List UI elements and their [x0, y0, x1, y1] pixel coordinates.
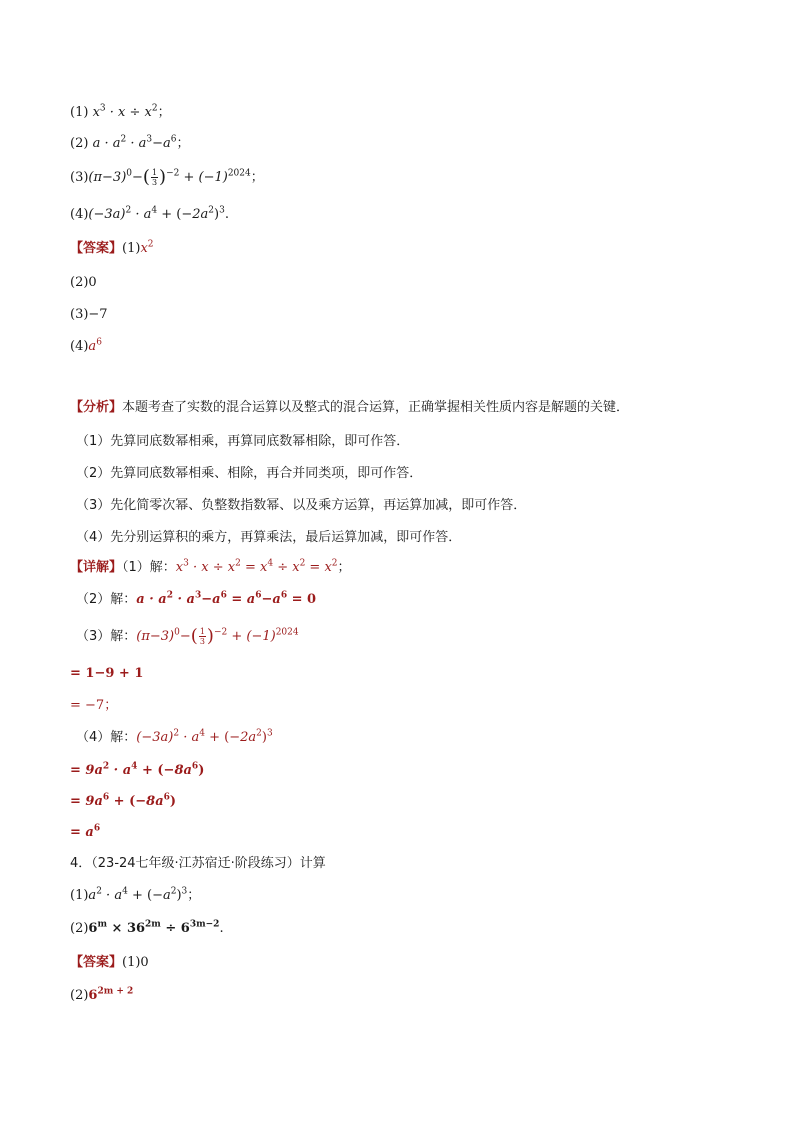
- detail-3-line-2: = 1−9 + 1: [70, 666, 144, 681]
- detail-1-prefix: （1）解：: [122, 560, 176, 575]
- problem-3-end: ；: [250, 170, 264, 185]
- problem-1-end: ；: [157, 105, 171, 120]
- problem-2-expression: $a \cdot a^2 \cdot a^3-a^6$: [92, 134, 177, 151]
- problem-1-label: (1): [70, 105, 89, 120]
- question-4-part-2: [70, 919, 224, 939]
- answer-2: (2)0: [70, 275, 97, 290]
- answer-4-label: (4): [70, 339, 89, 354]
- analysis-step-1: （1）先算同底数幂相乘，再算同底数幂相除，即可作答．: [76, 434, 410, 449]
- problem-4: [70, 205, 229, 225]
- answer-tag: 【答案】: [70, 241, 123, 256]
- detail-4-prefix: （4）解：: [76, 730, 137, 745]
- analysis-step-4: （4）先分别运算积的乘方，再算乘法，最后运算加减，即可作答．: [76, 530, 462, 545]
- q4-part-1-end: ；: [187, 888, 201, 903]
- q4-answer-1: (1)0: [122, 955, 149, 970]
- q4-part-2-expression: $6^m \times 36^{2m} \div 6^{3m-2}$: [88, 919, 220, 936]
- detail-tag: 【详解】: [70, 560, 123, 575]
- detail-step-2: [76, 590, 316, 610]
- detail-4-expression: $(-3a)^2 \cdot a^4 + (-2a^2)^3$: [136, 728, 273, 745]
- q4-part-2-label: (2): [70, 921, 89, 936]
- analysis-step-2: （2）先算同底数幂相乘、相除，再合并同类项，即可作答．: [76, 466, 423, 481]
- question-4-answer-2: [70, 986, 133, 1006]
- analysis-tag: 【分析】: [70, 400, 123, 415]
- detail-4-line-2: = $9a^2 \cdot a^4 + (-8a^6)$: [70, 761, 205, 778]
- problem-3-power: 2024: [227, 168, 251, 179]
- answer-1-expression: $x^2$: [140, 239, 154, 256]
- problem-4-expression: $(-3a)^2 \cdot a^4 + (-2a^2)^3$: [88, 205, 225, 222]
- q4-answer-2-label: (2): [70, 988, 89, 1003]
- detail-2-expression: $a \cdot a^2 \cdot a^3-a^6 = a^6-a^6 = 0$: [136, 590, 317, 607]
- answer-4-expression: $a^6$: [88, 337, 102, 354]
- detail-3-prefix: （3）解：: [76, 629, 137, 644]
- problem-3-expression: $(\pi-3)^0-$( $\frac{1}{3}$ )$^{-2} + (-1)^{2024}$: [88, 166, 251, 188]
- detail-1-expression: $x^3 \cdot x \div x^2 = x^4 \div x^2 = x^2$: [175, 558, 338, 575]
- problem-4-end: .: [224, 207, 229, 222]
- detail-4-line-4: = $a^6$: [70, 823, 101, 840]
- problem-1: [70, 103, 171, 123]
- detail-step-3: [76, 627, 299, 647]
- q4-answer-tag: 【答案】: [70, 955, 123, 970]
- detail-4-line-3: = $9a^6 + (-8a^6)$: [70, 792, 177, 809]
- problem-3: [70, 168, 264, 188]
- problem-2-label: (2): [70, 136, 89, 151]
- problem-1-expression: $x^3 \cdot x \div x^2$: [92, 103, 158, 120]
- answer-line-1: [70, 239, 154, 259]
- analysis-text: 本题考查了实数的混合运算以及整式的混合运算，正确掌握相关性质内容是解题的关键．: [122, 400, 630, 415]
- analysis-step-3: （3）先化简零次幂、负整数指数幂、以及乘方运算，再运算加减，即可作答．: [76, 498, 527, 513]
- problem-3-label: (3): [70, 170, 89, 185]
- q4-part-1-expression: $a^2 \cdot a^4 + (-a^2)^3$: [88, 886, 188, 903]
- q4-part-2-end: .: [219, 921, 224, 936]
- problem-2: [70, 134, 190, 154]
- detail-3-line-3: = −7；: [70, 698, 118, 713]
- q4-part-1-label: (1): [70, 888, 89, 903]
- answer-1-label: (1): [122, 241, 141, 256]
- answer-line-4: [70, 337, 102, 357]
- detail-2-prefix: （2）解：: [76, 592, 137, 607]
- answer-line-2: [70, 273, 97, 293]
- q4-answer-2-expression: $6^{2m + 2}$: [88, 986, 134, 1003]
- analysis-intro: [70, 398, 629, 418]
- answer-line-3: [70, 305, 108, 325]
- question-4-part-1: [70, 886, 200, 906]
- detail-3-expression: $(\pi-3)^0-$( $\frac{1}{3}$ )$^{-2} + (-1)^{2024}$: [136, 625, 299, 647]
- answer-3: (3)−7: [70, 307, 108, 322]
- question-4-answer-1: [70, 953, 149, 973]
- question-4-title: 4．（23-24七年级·江苏宿迁·阶段练习）计算: [70, 856, 326, 871]
- detail-step-4: [76, 728, 273, 748]
- detail-step-1: 【详解】（1）解：$x^3 \cdot x \div x^2 = x^4 \div x^2 = x^2$；: [70, 558, 351, 575]
- problem-2-end: ；: [176, 136, 190, 151]
- problem-4-label: (4): [70, 207, 89, 222]
